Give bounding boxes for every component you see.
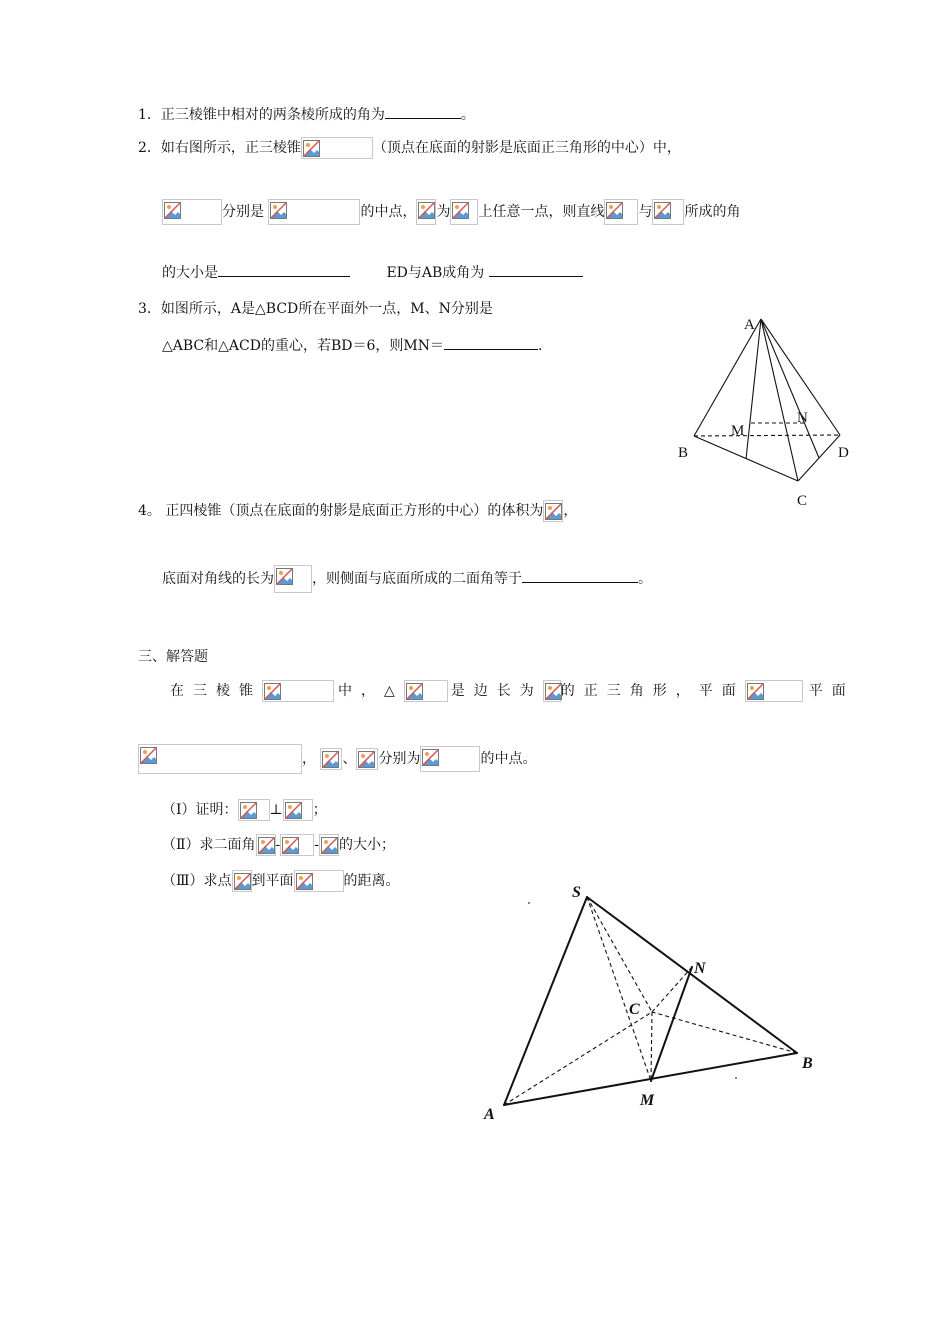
label-c: C: [629, 1001, 640, 1018]
part-3: [162, 870, 400, 892]
question-2-text: 上任意一点，则直线: [478, 204, 605, 220]
part-text: 的大小；: [338, 837, 395, 853]
section-title-text: 三、解答题: [138, 649, 208, 665]
question-4-end: 。: [638, 571, 652, 587]
question-2-line-3: [162, 262, 583, 283]
label-m: M: [640, 1092, 655, 1109]
question-3-text: △ABC和△ACD的重心，若BD＝6，则MN＝: [162, 338, 444, 354]
broken-image-icon: [320, 748, 342, 770]
problem-text: 是边长为: [450, 683, 543, 699]
broken-image-icon: [543, 500, 563, 522]
problem-text: 的正三角形，平面: [560, 683, 745, 699]
problem-text: 在三棱锥: [170, 683, 262, 699]
broken-image-icon: [232, 870, 252, 892]
edge-ab: [694, 319, 761, 436]
question-4-text: 4。 正四棱锥（顶点在底面的射影是底面正方形的中心）的体积为: [138, 503, 544, 519]
part-text: （Ⅲ）求点: [162, 873, 232, 889]
question-3-end: .: [537, 338, 543, 354]
part-1: [162, 799, 327, 821]
part-text: （Ⅰ）证明：: [162, 802, 238, 818]
question-4-text: 底面对角线的长为: [162, 571, 274, 587]
label-n: N: [797, 410, 808, 426]
question-2-line-1: [138, 137, 681, 159]
segment-cm-hidden: [651, 1012, 652, 1081]
broken-image-icon: [256, 834, 276, 856]
pyramid-abcd-figure: [670, 310, 860, 515]
label-n: N: [694, 960, 706, 977]
median-an: [761, 319, 819, 458]
section-title: [138, 647, 208, 667]
answer-blank: [218, 262, 350, 277]
edge-ac: [761, 319, 798, 481]
median-am: [746, 319, 761, 459]
question-2-text: 的中点，: [360, 204, 417, 220]
question-2-text: （顶点在底面的射影是底面正三角形的中心）中，: [372, 140, 681, 156]
question-1-text: 1．正三棱锥中相对的两条棱所成的角为: [138, 107, 385, 123]
answer-blank: [444, 335, 538, 350]
broken-image-icon: [238, 799, 270, 821]
broken-image-icon: [268, 199, 360, 225]
label-a: A: [744, 317, 755, 333]
question-3-line-2: [162, 335, 542, 356]
question-1-end: 。: [460, 107, 475, 123]
edge-sa: [504, 897, 587, 1105]
broken-image-icon: [450, 199, 478, 225]
segment-sm-hidden: [587, 897, 651, 1081]
answer-blank: [522, 568, 638, 583]
question-2-text: 所成的角: [684, 204, 741, 220]
question-3-text: 3．如图所示，A是△BCD所在平面外一点，M、N分别是: [138, 301, 493, 317]
part-2: [162, 834, 395, 856]
problem-line-2: [138, 744, 536, 774]
problem-text: 中，△: [338, 683, 404, 699]
part-text: ；: [312, 802, 327, 818]
question-4-text: ，: [563, 503, 578, 519]
part-text: -: [314, 837, 319, 853]
broken-image-icon: [416, 199, 436, 225]
problem-text: ，: [302, 751, 316, 767]
broken-image-icon: [294, 870, 344, 892]
tetrahedron-sabc-figure: [470, 875, 830, 1130]
broken-image-icon: [274, 565, 312, 593]
label-m: M: [731, 423, 745, 439]
problem-text: 的中点。: [480, 751, 537, 767]
broken-image-icon: [604, 199, 638, 225]
question-2-text: 的大小是: [162, 265, 218, 281]
part-text: 的距离。: [343, 873, 400, 889]
question-2-text: 分别是: [222, 204, 264, 220]
problem-text: 、: [342, 751, 357, 767]
problem-text: 平面: [808, 683, 855, 699]
question-2-text: 为: [436, 204, 451, 220]
broken-image-icon: [301, 137, 373, 159]
question-2-text: ED与AB成角为: [386, 265, 485, 281]
question-2-line-2: [162, 199, 740, 225]
broken-image-icon: [262, 680, 334, 702]
answer-blank: [489, 262, 583, 277]
question-4-line-1: [138, 500, 577, 522]
problem-text: 分别为: [378, 751, 421, 767]
part-text: 到平面: [251, 873, 294, 889]
question-4-line-2: [162, 565, 652, 593]
part-text: ⊥: [269, 802, 283, 818]
broken-image-icon: [652, 199, 684, 225]
broken-image-icon: [356, 748, 378, 770]
broken-image-icon: [745, 680, 803, 702]
broken-image-icon: [420, 746, 480, 772]
label-d: D: [838, 445, 849, 461]
answer-blank: [385, 104, 461, 119]
segment-mn: [651, 967, 692, 1081]
question-2-text: 与: [638, 204, 653, 220]
broken-image-icon: [162, 199, 222, 225]
label-b: B: [678, 445, 689, 461]
edge-sb: [587, 897, 797, 1053]
label-a: A: [484, 1106, 495, 1123]
edge-bc-hidden: [652, 1012, 797, 1053]
question-3-line-1: [138, 299, 493, 319]
broken-image-icon: [138, 744, 302, 774]
broken-image-icon: [543, 680, 561, 702]
label-c: C: [797, 493, 808, 509]
segment-cn-hidden: [652, 967, 692, 1012]
question-1: [138, 104, 475, 125]
broken-image-icon: [404, 680, 448, 702]
label-b: B: [802, 1055, 813, 1072]
edge-sc-hidden: [587, 897, 652, 1012]
question-2-text: 2．如右图所示，正三棱锥: [138, 140, 301, 156]
broken-image-icon: [280, 834, 314, 856]
edge-bd-hidden: [694, 435, 840, 436]
part-text: -: [275, 837, 281, 853]
problem-line-1: [170, 680, 855, 702]
label-s: S: [572, 884, 581, 901]
broken-image-icon: [319, 834, 339, 856]
question-4-text: ，则侧面与底面所成的二面角等于: [312, 571, 522, 587]
broken-image-icon: [283, 799, 313, 821]
part-text: （Ⅱ）求二面角: [162, 837, 256, 853]
